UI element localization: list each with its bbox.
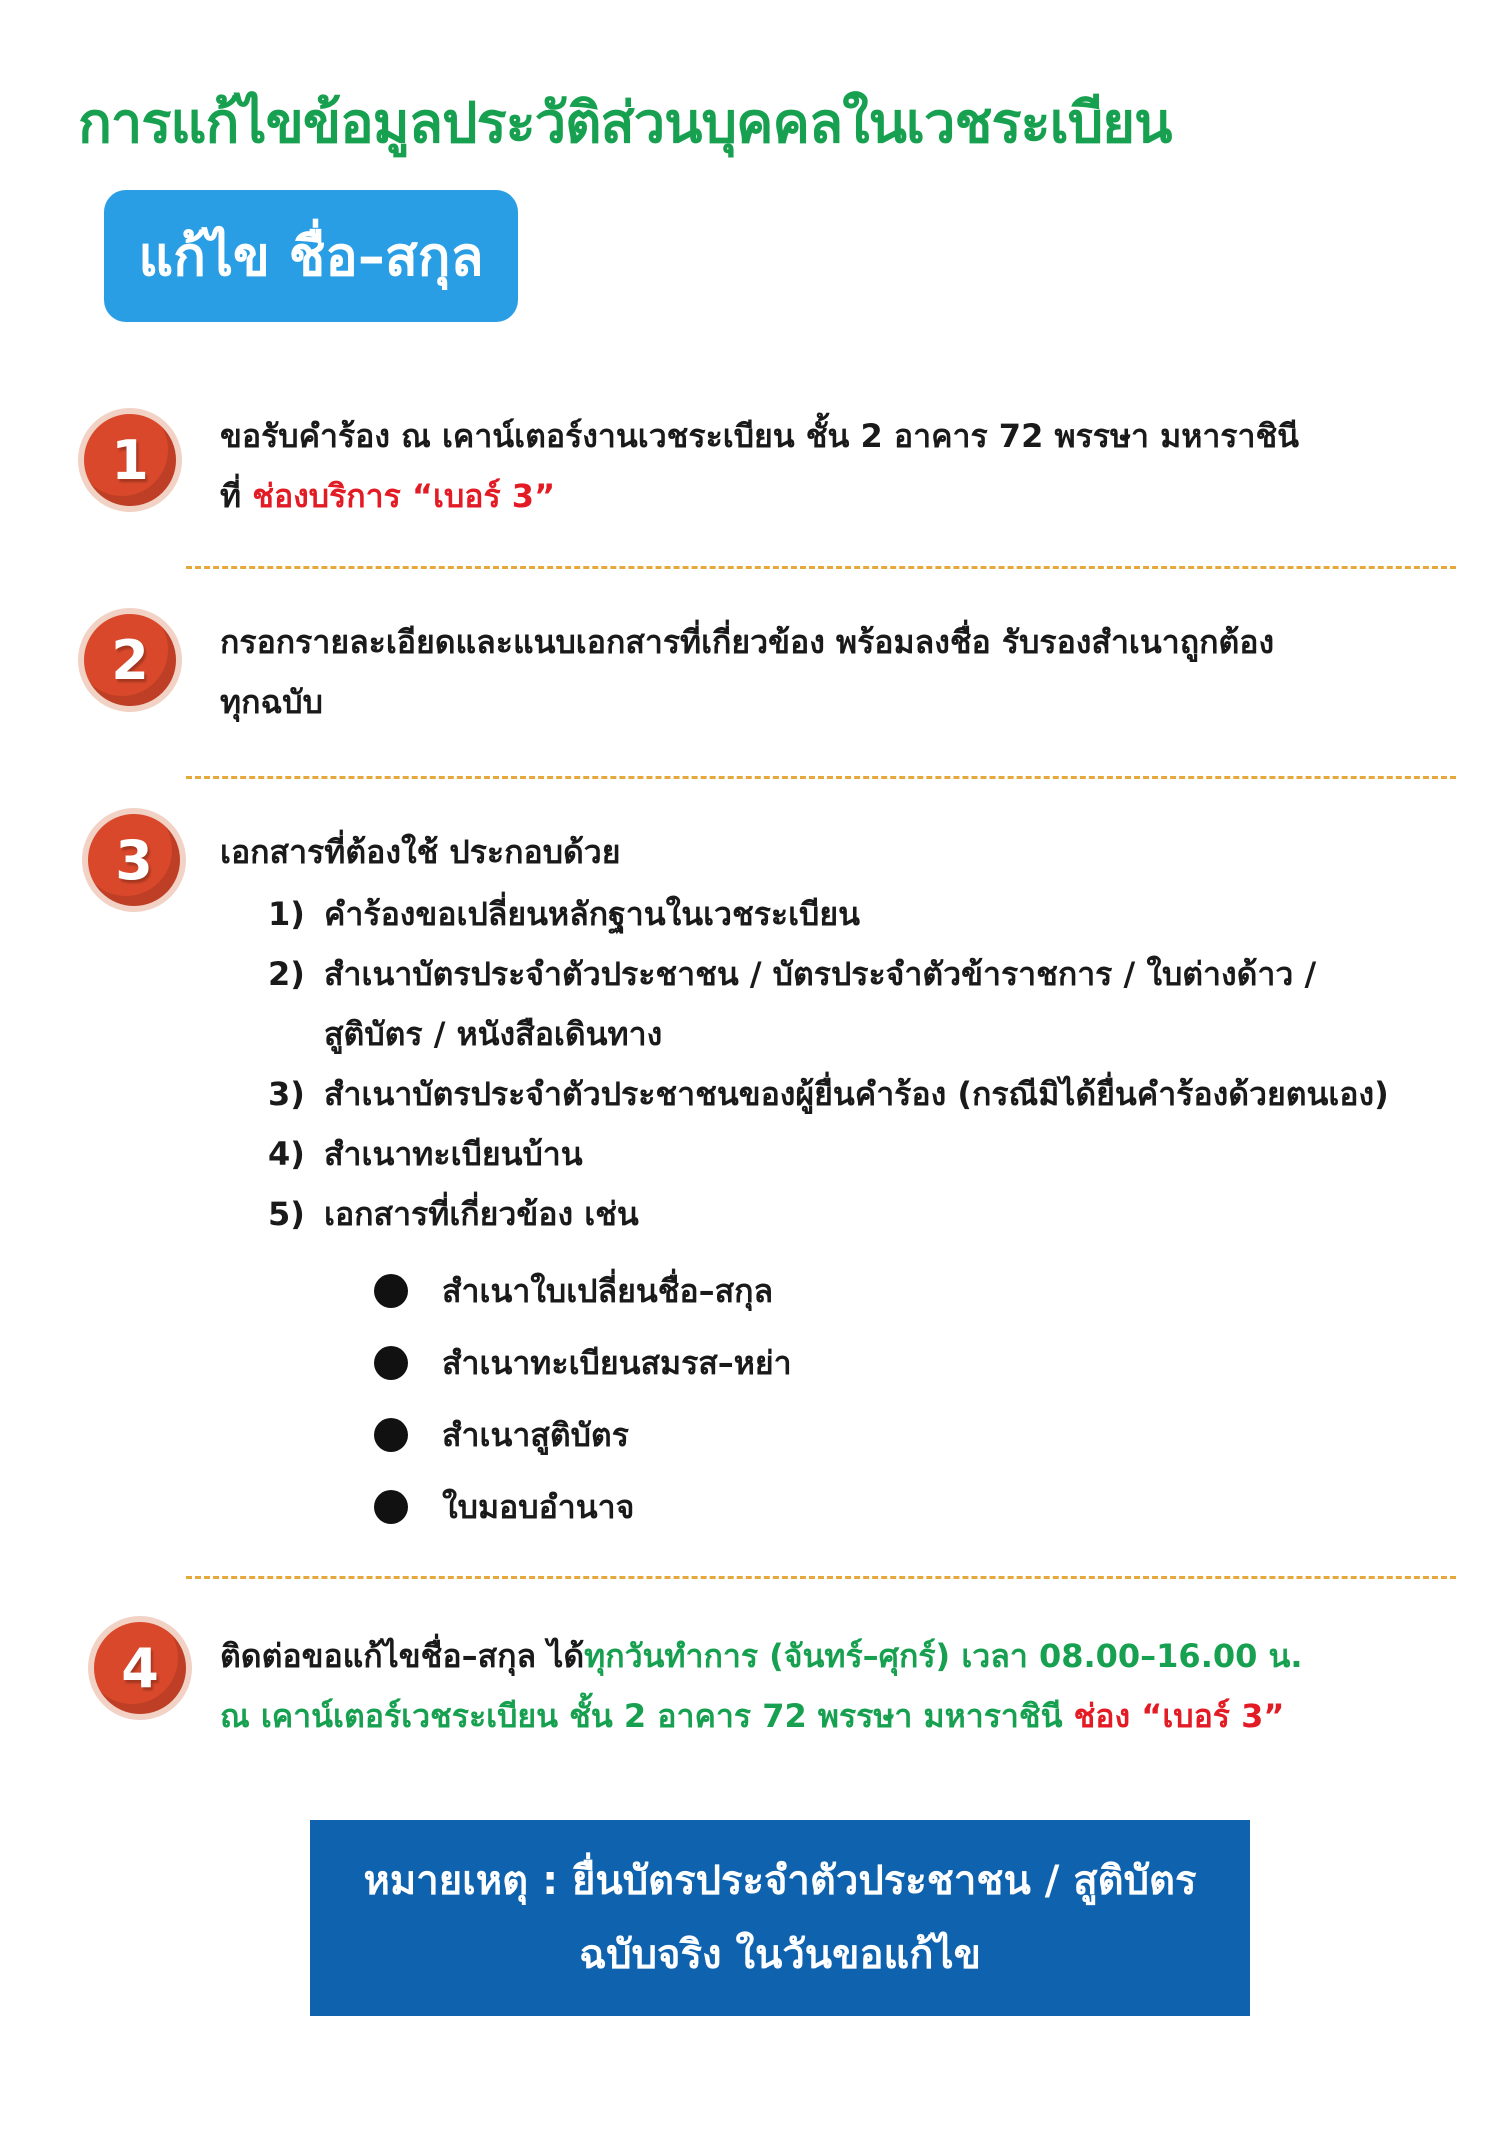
- step-3-number: 3: [115, 828, 153, 892]
- step-1-prefix: ที่: [220, 477, 253, 515]
- step-1-counter: ช่องบริการ “เบอร์ 3”: [252, 477, 556, 515]
- divider-2: [186, 776, 1456, 779]
- step-2-circle: [84, 614, 176, 706]
- divider-1: [186, 566, 1456, 569]
- bullet-item: ใบมอบอำนาจ: [374, 1471, 792, 1543]
- bullet-icon: [374, 1274, 408, 1308]
- step-1-circle: [84, 414, 176, 506]
- bullet-icon: [374, 1490, 408, 1524]
- step-1-line-1: ขอรับคำร้อง ณ เคาน์เตอร์งานเวชระเบียน ชั้น 2 อาคาร 72 พรรษา มหาราชินี: [220, 417, 1300, 455]
- list-item: 2) สำเนาบัตรประจำตัวประชาชน / บัตรประจำตัวข้าราชการ / ใบต่างด้าว /: [268, 955, 1317, 993]
- divider-3: [186, 1576, 1456, 1579]
- step-1-line-2: [220, 466, 1299, 526]
- bullet-icon: [374, 1346, 408, 1380]
- list-item: 1) คำร้องขอเปลี่ยนหลักฐานในเวชระเบียน: [268, 895, 860, 933]
- step-4-text: [220, 1626, 1303, 1746]
- step-4-prefix: ติดต่อขอแก้ไขชื่อ–สกุล ได้: [220, 1637, 585, 1675]
- step-1-text: [220, 406, 1299, 526]
- list-item: 4) สำเนาทะเบียนบ้าน: [268, 1135, 583, 1173]
- list-item-continuation: สูติบัตร / หนังสือเดินทาง: [324, 1015, 663, 1053]
- related-documents-list: [374, 1255, 792, 1543]
- section-badge: แก้ไข ชื่อ–สกุล: [104, 190, 518, 322]
- step-1-number: 1: [111, 428, 149, 492]
- bullet-icon: [374, 1418, 408, 1452]
- step-4-circle: [94, 1622, 186, 1714]
- step-4-location: ณ เคาน์เตอร์เวชระเบียน ชั้น 2 อาคาร 72 พรรษา มหาราชินี: [220, 1697, 1074, 1735]
- step-2-line-1: กรอกรายละเอียดและแนบเอกสารที่เกี่ยวข้อง พร้อมลงชื่อ รับรองสำเนาถูกต้อง: [220, 623, 1275, 661]
- step-4-counter: ช่อง “เบอร์ 3”: [1073, 1697, 1285, 1735]
- note-line-1: หมายเหตุ : ยื่นบัตรประจำตัวประชาชน / สูติบัตร: [363, 1858, 1197, 1904]
- note-line-2: ฉบับจริง ในวันขอแก้ไข: [579, 1932, 981, 1978]
- bullet-item: สำเนาใบเปลี่ยนชื่อ–สกุล: [374, 1255, 792, 1327]
- step-2-text: [220, 612, 1274, 732]
- bullet-item: สำเนาทะเบียนสมรส–หย่า: [374, 1327, 792, 1399]
- list-item: 3) สำเนาบัตรประจำตัวประชาชนของผู้ยื่นคำร้อง (กรณีมิได้ยื่นคำร้องด้วยตนเอง): [268, 1075, 1389, 1113]
- required-documents-list: [268, 884, 1389, 1244]
- step-4-line-2: [220, 1686, 1303, 1746]
- list-item: 5) เอกสารที่เกี่ยวข้อง เช่น: [268, 1195, 639, 1233]
- step-4-hours: ทุกวันทำการ (จันทร์–ศุกร์) เวลา 08.00–16.00 น.: [584, 1637, 1303, 1675]
- step-2-number: 2: [111, 628, 149, 692]
- step-4-number: 4: [121, 1636, 159, 1700]
- page-title: การแก้ไขข้อมูลประวัติส่วนบุคคลในเวชระเบียน: [78, 91, 1172, 156]
- step-4-line-1: [220, 1626, 1303, 1686]
- note-box: [310, 1820, 1250, 2016]
- step-3-heading: เอกสารที่ต้องใช้ ประกอบด้วย: [220, 833, 621, 871]
- step-2-line-2: ทุกฉบับ: [220, 683, 323, 721]
- bullet-item: สำเนาสูติบัตร: [374, 1399, 792, 1471]
- step-3-circle: [88, 814, 180, 906]
